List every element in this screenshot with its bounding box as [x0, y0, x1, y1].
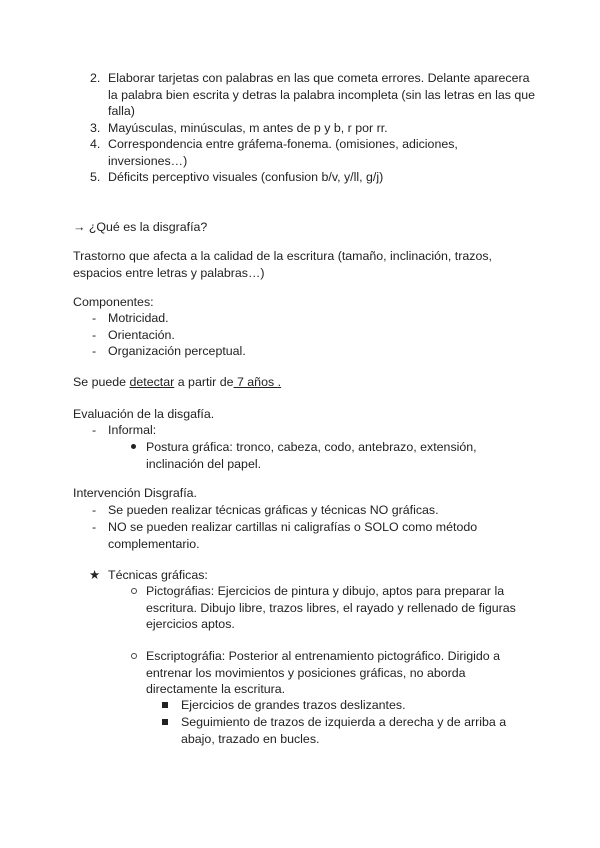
dash-marker: - — [92, 311, 97, 325]
componentes-heading: Componentes: — [73, 295, 154, 309]
circle-bullet-icon — [131, 588, 137, 594]
list-item: Seguimiento de trazos de izquierda a derecha y de arriba a abajo, trazado en bucles. — [181, 715, 507, 746]
list-item: Motricidad. — [108, 311, 169, 325]
list-item: Correspondencia entre gráfema-fonema. (omisiones, adiciones, inversiones…) — [108, 137, 458, 168]
list-item: Pictográfias: Ejercicios de pintura y dibujo, aptos para preparar la escritura. Dibujo libre, trazos libres, el rayado y rellenado de figuras ejercicios aptos. — [146, 584, 516, 631]
detect-age: 7 años — [233, 375, 278, 389]
detect-prefix: Se puede — [73, 375, 130, 389]
list-item: Elaborar tarjetas con palabras en las que cometa errores. Delante aparecera la palabra bien escrita y detras la palabra incompleta (sin las letras en las que falla) — [108, 71, 536, 118]
detect-middle: a partir de — [174, 375, 234, 389]
list-item: Mayúsculas, minúsculas, m antes de p y b, r por rr. — [108, 121, 388, 135]
list-item: Orientación. — [108, 328, 175, 342]
list-number: 2. — [90, 71, 101, 85]
intervencion-heading: Intervención Disgrafía. — [73, 486, 197, 500]
bullet-icon — [131, 444, 136, 449]
square-bullet-icon — [162, 719, 168, 725]
list-number: 5. — [90, 170, 101, 184]
list-item: Organización perceptual. — [108, 344, 246, 358]
dash-marker: - — [92, 423, 97, 437]
dash-marker: - — [92, 344, 97, 358]
square-bullet-icon — [162, 702, 168, 708]
star-icon: ★ — [89, 568, 101, 582]
dash-marker: - — [92, 503, 97, 517]
question-heading: → ¿Qué es la disgrafía? — [73, 220, 208, 234]
detect-paragraph — [73, 374, 281, 391]
circle-bullet-icon — [131, 653, 137, 659]
list-item: Informal: — [108, 423, 157, 437]
tecnicas-heading: Técnicas gráficas: — [108, 568, 208, 582]
detect-end: . — [277, 375, 282, 389]
dash-marker: - — [92, 520, 97, 534]
list-item: Se pueden realizar técnicas gráficas y técnicas NO gráficas. — [108, 503, 439, 517]
list-item: NO se pueden realizar cartillas ni caligrafías o SOLO como método complementario. — [108, 520, 478, 551]
list-item: Escriptográfia: Posterior al entrenamiento pictográfico. Dirigido a entrenar los movimientos y posiciones gráficas, no aborda directamente la escritura. — [146, 649, 500, 696]
definition-paragraph: Trastorno que afecta a la calidad de la escritura (tamaño, inclinación, trazos, espacios entre letras y palabras…) — [73, 249, 492, 280]
list-item: Ejercicios de grandes trazos deslizantes. — [181, 698, 406, 712]
detect-underlined: detectar — [129, 375, 175, 389]
list-number: 3. — [90, 121, 101, 135]
dash-marker: - — [92, 328, 97, 342]
evaluacion-heading: Evaluación de la disgafía. — [73, 407, 215, 421]
list-item: Déficits perceptivo visuales (confusion b/v, y/ll, g/j) — [108, 170, 384, 184]
list-number: 4. — [90, 137, 101, 151]
list-item: Postura gráfica: tronco, cabeza, codo, antebrazo, extensión, inclinación del papel. — [146, 440, 477, 471]
